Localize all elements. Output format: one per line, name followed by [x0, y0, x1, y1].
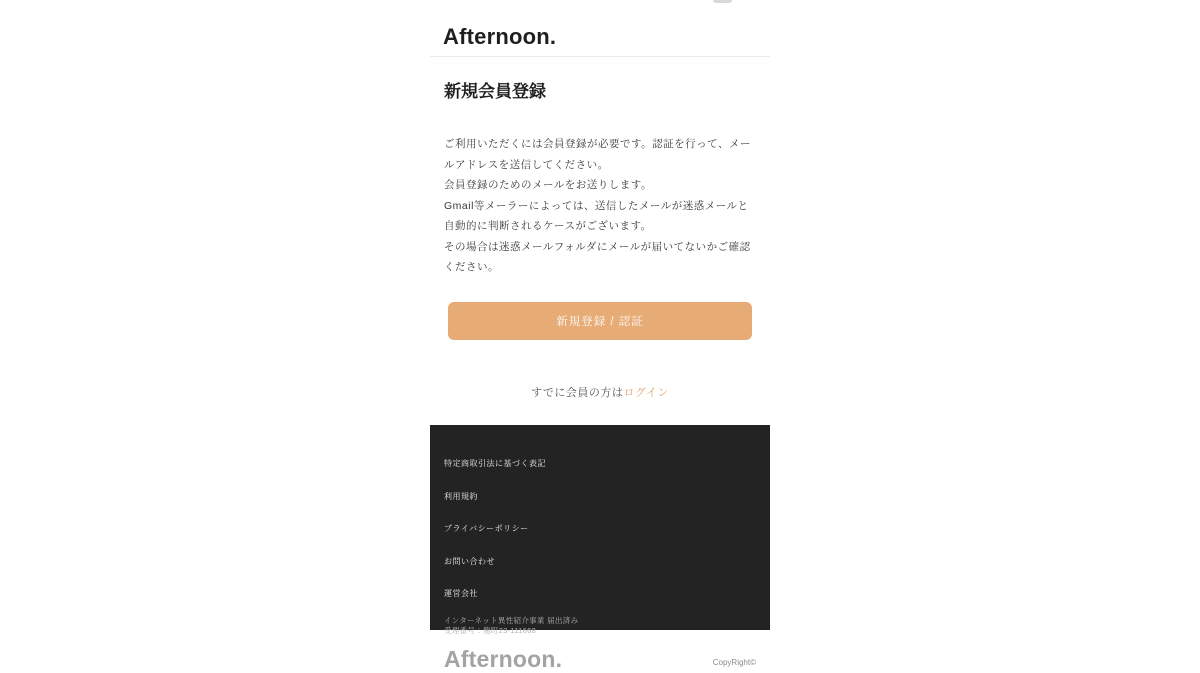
footer-nav-item: [444, 551, 756, 569]
footer-link-privacy-policy[interactable]: プライバシーポリシー: [444, 524, 529, 533]
description-paragraph: ご利用いただくには会員登録が必要です。認証を行って、メールアドレスを送信してください。: [444, 138, 751, 171]
footer-nav-item: [444, 583, 756, 601]
site-logo[interactable]: Afternoon.: [443, 24, 557, 49]
copyright-text: CopyRight©: [712, 657, 756, 667]
description-paragraph: Gmail等メーラーによっては、送信したメールが迷惑メールと自動的に判断されるケースがございます。: [444, 199, 749, 232]
footer-nav: [444, 453, 756, 601]
content-column: [430, 0, 770, 672]
footer-business-info: [444, 616, 756, 637]
registration-description: [444, 134, 756, 278]
site-header: [430, 0, 770, 57]
site-footer: [430, 425, 770, 672]
footer-link-company[interactable]: 運営会社: [444, 589, 478, 598]
page-title: 新規会員登録: [444, 82, 546, 101]
footer-bottom-row: [444, 646, 756, 673]
footer-link-contact[interactable]: お問い合わせ: [444, 556, 495, 566]
business-notice-text: インターネット異性紹介事業 届出済み: [444, 615, 579, 625]
register-auth-button[interactable]: 新規登録 / 認証: [448, 302, 752, 340]
login-link[interactable]: ログイン: [623, 386, 669, 399]
registration-number-text: 受理番号：麹町23-111668: [444, 626, 537, 635]
cutoff-top-element: [713, 0, 732, 3]
footer-nav-item: [444, 453, 756, 471]
footer-logo: Afternoon.: [444, 645, 563, 672]
registration-section: [430, 57, 770, 425]
login-prompt-text: すでに会員の方は: [531, 386, 624, 399]
footer-nav-item: [444, 518, 756, 536]
description-paragraph: 会員登録のためのメールをお送りします。: [444, 179, 652, 191]
description-paragraph: その場合は迷惑メールフォルダにメールが届いてないかご確認ください。: [444, 240, 751, 273]
footer-link-commercial-transactions[interactable]: 特定商取引法に基づく表記: [444, 459, 546, 468]
footer-nav-item: [444, 486, 756, 504]
login-row: [444, 384, 756, 400]
footer-link-terms[interactable]: 利用規約: [444, 491, 478, 501]
